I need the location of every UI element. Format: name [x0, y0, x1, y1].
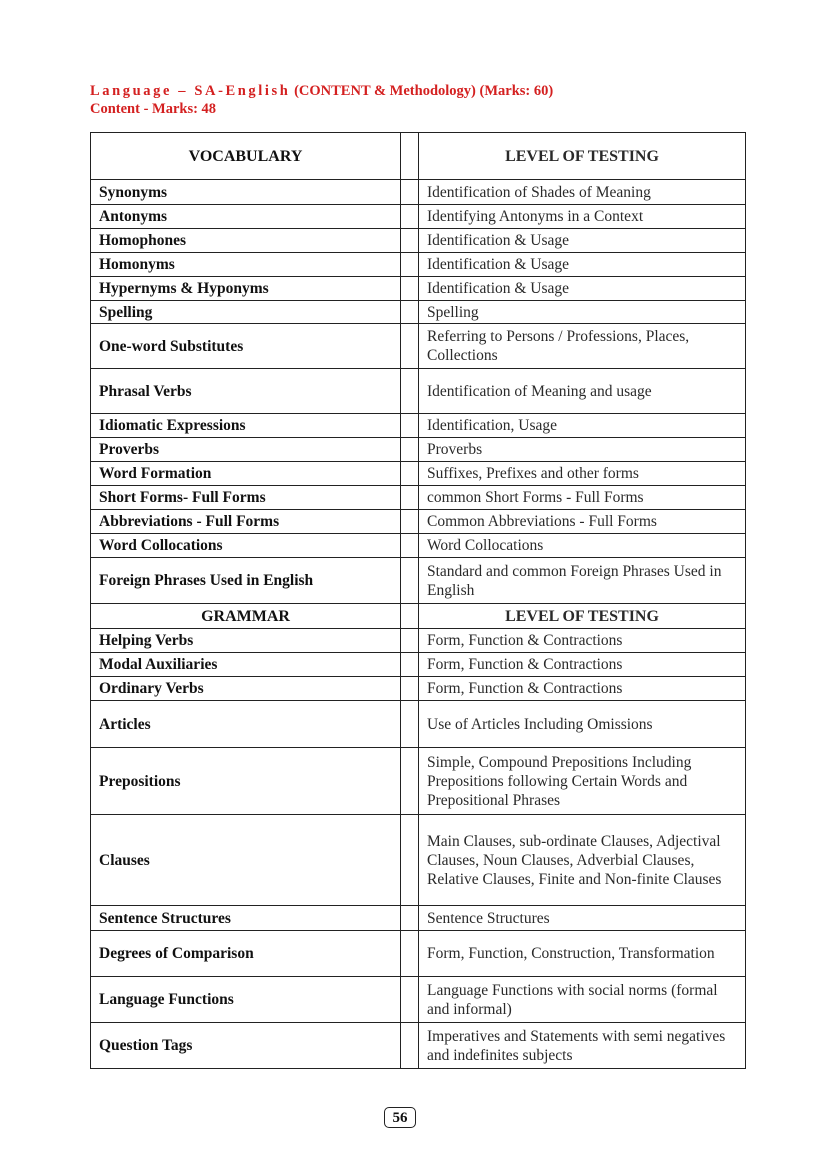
level-cell: Identification & Usage — [419, 277, 746, 301]
table-row — [91, 369, 746, 414]
level-cell: Identification of Shades of Meaning — [419, 180, 746, 205]
syllabus-table — [90, 132, 746, 1069]
table-row — [91, 229, 746, 253]
grammar-header-row — [91, 604, 746, 629]
topic-cell: Proverbs — [91, 438, 401, 462]
spacer-cell — [401, 931, 419, 977]
table-row — [91, 629, 746, 653]
level-cell: Use of Articles Including Omissions — [419, 701, 746, 748]
table-row — [91, 438, 746, 462]
topic-cell: Synonyms — [91, 180, 401, 205]
spacer-cell — [401, 604, 419, 629]
level-cell: Sentence Structures — [419, 906, 746, 931]
topic-cell: Foreign Phrases Used in English — [91, 558, 401, 604]
topic-cell: Clauses — [91, 815, 401, 906]
level-cell: Identification & Usage — [419, 229, 746, 253]
page-heading — [90, 82, 553, 118]
topic-cell: Question Tags — [91, 1023, 401, 1069]
topic-cell: Degrees of Comparison — [91, 931, 401, 977]
syllabus-table-body — [91, 133, 746, 1069]
column-header-topic: VOCABULARY — [91, 133, 401, 180]
spacer-cell — [401, 558, 419, 604]
spacer-cell — [401, 977, 419, 1023]
level-cell: Simple, Compound Prepositions Including Prepositions following Certain Words and Prepositional Phrases — [419, 748, 746, 815]
level-cell: Form, Function, Construction, Transformation — [419, 931, 746, 977]
level-cell: Word Collocations — [419, 534, 746, 558]
spacer-cell — [401, 1023, 419, 1069]
level-cell: Common Abbreviations - Full Forms — [419, 510, 746, 534]
topic-cell: Articles — [91, 701, 401, 748]
table-row — [91, 653, 746, 677]
table-row — [91, 906, 746, 931]
topic-cell: Sentence Structures — [91, 906, 401, 931]
spacer-cell — [401, 180, 419, 205]
spacer-cell — [401, 324, 419, 369]
table-row — [91, 931, 746, 977]
level-cell: Spelling — [419, 301, 746, 324]
level-cell: Identification & Usage — [419, 253, 746, 277]
spacer-cell — [401, 486, 419, 510]
spacer-cell — [401, 653, 419, 677]
heading-line-1 — [90, 82, 553, 100]
spacer-cell — [401, 748, 419, 815]
spacer-cell — [401, 277, 419, 301]
topic-cell: Abbreviations - Full Forms — [91, 510, 401, 534]
table-row — [91, 324, 746, 369]
level-cell: Form, Function & Contractions — [419, 653, 746, 677]
table-row — [91, 205, 746, 229]
table-row — [91, 180, 746, 205]
heading-subject-detail: (CONTENT & Methodology) (Marks: 60) — [294, 83, 554, 99]
spacer-cell — [401, 438, 419, 462]
column-header-level: LEVEL OF TESTING — [419, 604, 746, 629]
topic-cell: Spelling — [91, 301, 401, 324]
table-row — [91, 977, 746, 1023]
topic-cell: One-word Substitutes — [91, 324, 401, 369]
table-row — [91, 486, 746, 510]
topic-cell: Word Formation — [91, 462, 401, 486]
table-row — [91, 510, 746, 534]
level-cell: Referring to Persons / Professions, Places, Collections — [419, 324, 746, 369]
level-cell: common Short Forms - Full Forms — [419, 486, 746, 510]
level-cell: Suffixes, Prefixes and other forms — [419, 462, 746, 486]
spacer-cell — [401, 510, 419, 534]
spacer-cell — [401, 906, 419, 931]
topic-cell: Language Functions — [91, 977, 401, 1023]
heading-subject: Language – SA-English — [90, 83, 291, 99]
table-row — [91, 815, 746, 906]
table-row — [91, 534, 746, 558]
level-cell: Language Functions with social norms (formal and informal) — [419, 977, 746, 1023]
topic-cell: Homophones — [91, 229, 401, 253]
level-cell: Proverbs — [419, 438, 746, 462]
topic-cell: Hypernyms & Hyponyms — [91, 277, 401, 301]
table-row — [91, 701, 746, 748]
spacer-cell — [401, 414, 419, 438]
table-row — [91, 253, 746, 277]
topic-cell: Homonyms — [91, 253, 401, 277]
spacer-cell — [401, 301, 419, 324]
level-cell: Form, Function & Contractions — [419, 677, 746, 701]
spacer-cell — [401, 629, 419, 653]
table-row — [91, 462, 746, 486]
topic-cell: Phrasal Verbs — [91, 369, 401, 414]
topic-cell: Short Forms- Full Forms — [91, 486, 401, 510]
table-row — [91, 558, 746, 604]
table-row — [91, 1023, 746, 1069]
spacer-cell — [401, 677, 419, 701]
spacer-cell — [401, 205, 419, 229]
table-row — [91, 677, 746, 701]
spacer-cell — [401, 815, 419, 906]
table-row — [91, 748, 746, 815]
topic-cell: Idiomatic Expressions — [91, 414, 401, 438]
topic-cell: Ordinary Verbs — [91, 677, 401, 701]
level-cell: Form, Function & Contractions — [419, 629, 746, 653]
spacer-cell — [401, 369, 419, 414]
spacer-cell — [401, 133, 419, 180]
level-cell: Imperatives and Statements with semi negatives and indefinites subjects — [419, 1023, 746, 1069]
vocabulary-header-row — [91, 133, 746, 180]
level-cell: Main Clauses, sub-ordinate Clauses, Adjectival Clauses, Noun Clauses, Adverbial Clauses, Relative Clauses, Finite and Non-finite Clauses — [419, 815, 746, 906]
heading-line-2: Content - Marks: 48 — [90, 101, 217, 117]
page-number: 56 — [384, 1107, 416, 1128]
spacer-cell — [401, 253, 419, 277]
level-cell: Identifying Antonyms in a Context — [419, 205, 746, 229]
topic-cell: Antonyms — [91, 205, 401, 229]
spacer-cell — [401, 701, 419, 748]
table-row — [91, 277, 746, 301]
table-row — [91, 414, 746, 438]
topic-cell: Word Collocations — [91, 534, 401, 558]
level-cell: Standard and common Foreign Phrases Used in English — [419, 558, 746, 604]
column-header-level: LEVEL OF TESTING — [419, 133, 746, 180]
level-cell: Identification of Meaning and usage — [419, 369, 746, 414]
spacer-cell — [401, 229, 419, 253]
spacer-cell — [401, 534, 419, 558]
level-cell: Identification, Usage — [419, 414, 746, 438]
spacer-cell — [401, 462, 419, 486]
column-header-topic: GRAMMAR — [91, 604, 401, 629]
table-row — [91, 301, 746, 324]
topic-cell: Modal Auxiliaries — [91, 653, 401, 677]
topic-cell: Helping Verbs — [91, 629, 401, 653]
topic-cell: Prepositions — [91, 748, 401, 815]
